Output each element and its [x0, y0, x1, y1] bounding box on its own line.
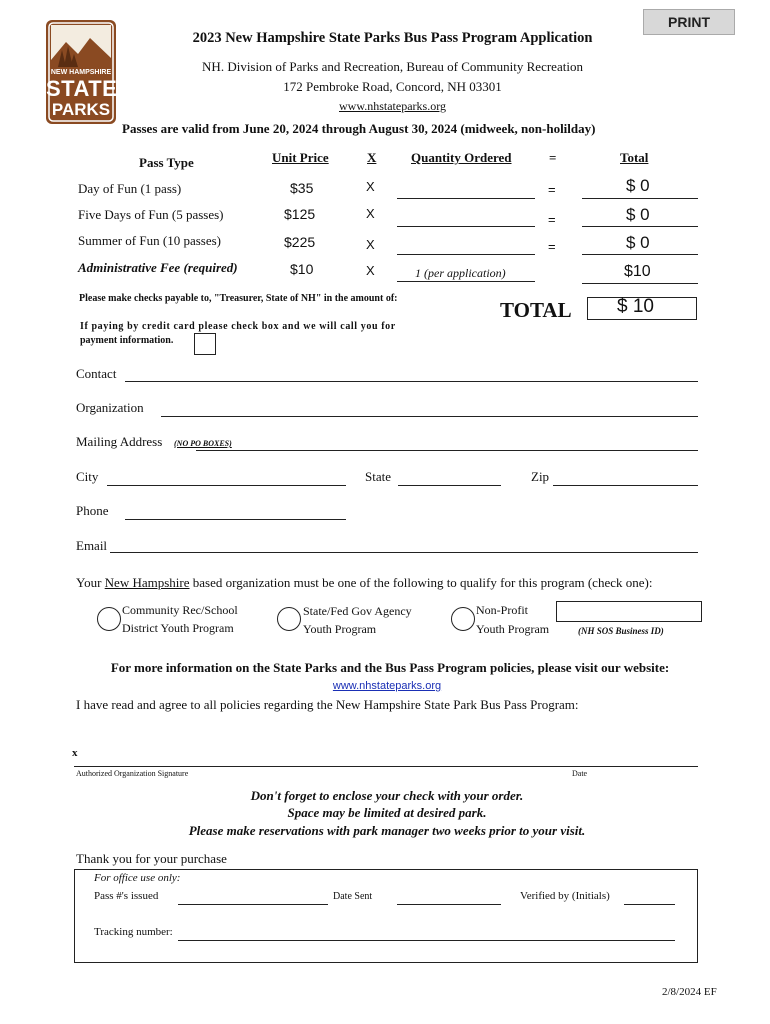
- form-title: 2023 New Hampshire State Parks Bus Pass Program Application: [192, 30, 593, 46]
- no-po-boxes-note: (NO PO BOXES): [174, 439, 232, 448]
- row-4-type: Administrative Fee (required): [78, 260, 238, 275]
- credit-card-checkbox[interactable]: [194, 333, 216, 355]
- mailing-address-label: Mailing Address: [76, 434, 163, 449]
- option-gov-agency-radio[interactable]: [277, 607, 301, 631]
- footer-date: 2/8/2024 EF: [662, 986, 717, 998]
- division-name: NH. Division of Parks and Recreation, Bureau of Community Recreation: [202, 59, 583, 74]
- row-1-equals: =: [548, 182, 556, 197]
- row-4-x: X: [366, 263, 375, 278]
- col-header-x: X: [367, 150, 377, 165]
- row-1-quantity-input[interactable]: [397, 198, 535, 199]
- tracking-number-label: Tracking number:: [94, 926, 173, 938]
- zip-label: Zip: [531, 469, 550, 484]
- sos-business-id-input[interactable]: [556, 601, 702, 622]
- logo-line-3: PARKS: [51, 100, 111, 119]
- date-sent-input[interactable]: [397, 904, 501, 905]
- row-4-total-line: [582, 283, 698, 284]
- row-2-price: $125: [284, 206, 316, 222]
- credit-card-note-2: payment information.: [80, 335, 174, 346]
- logo-line-1: NEW HAMPSHIRE: [50, 69, 112, 76]
- reminder-line-3: Please make reservations with park manager two weeks prior to your visit.: [188, 823, 586, 838]
- organization-input[interactable]: [161, 416, 698, 417]
- row-3-price: $225: [284, 234, 316, 250]
- zip-input[interactable]: [553, 485, 698, 486]
- credit-card-note-1: If paying by credit card please check box and we will call you for: [80, 321, 396, 332]
- contact-input[interactable]: [125, 381, 698, 382]
- row-3-total-line: [582, 254, 698, 255]
- col-header-unit-price: Unit Price: [272, 150, 329, 165]
- row-2-equals: =: [548, 212, 556, 227]
- date-label: Date: [572, 769, 588, 778]
- logo-line-2: STATE: [46, 76, 118, 101]
- row-3-equals: =: [548, 239, 556, 254]
- option-gov-agency-line-1: State/Fed Gov Agency: [303, 604, 412, 618]
- date-sent-label: Date Sent: [333, 891, 373, 902]
- option-community-rec-line-2: District Youth Program: [122, 621, 234, 635]
- row-4-quantity: 1 (per application): [415, 266, 506, 280]
- row-2-x: X: [366, 206, 375, 221]
- reminder-line-1: Don't forget to enclose your check with your order.: [250, 788, 524, 803]
- row-4-total: $10: [624, 263, 651, 280]
- mailing-address-input[interactable]: [196, 450, 698, 451]
- row-1-total: $ 0: [626, 176, 650, 195]
- total-label: TOTAL: [500, 298, 572, 322]
- option-non-profit-line-1: Non-Profit: [476, 603, 528, 617]
- tracking-number-input[interactable]: [178, 940, 675, 941]
- row-3-x: X: [366, 237, 375, 252]
- qualify-text: [76, 575, 756, 591]
- qualify-text-nh: New Hampshire: [104, 575, 190, 590]
- phone-input[interactable]: [125, 519, 346, 520]
- row-2-quantity-input[interactable]: [397, 226, 535, 227]
- more-info-text: For more information on the State Parks and the Bus Pass Program policies, please visit our website:: [110, 660, 670, 675]
- col-header-pass-type: Pass Type: [139, 155, 194, 170]
- row-2-total: $ 0: [626, 205, 650, 224]
- checks-payable-note: Please make checks payable to, "Treasurer, State of NH" in the amount of:: [79, 293, 398, 304]
- office-use-title: For office use only:: [94, 872, 181, 884]
- row-2-total-line: [582, 226, 698, 227]
- total-value: $ 10: [617, 296, 654, 317]
- row-3-quantity-input[interactable]: [397, 254, 535, 255]
- phone-label: Phone: [76, 503, 109, 518]
- row-1-price: $35: [290, 180, 314, 196]
- agree-text: I have read and agree to all policies regarding the New Hampshire State Park Bus Pass Program:: [76, 697, 579, 712]
- passes-issued-input[interactable]: [178, 904, 328, 905]
- state-input[interactable]: [398, 485, 501, 486]
- email-input[interactable]: [110, 552, 698, 553]
- passes-issued-label: Pass #'s issued: [94, 890, 159, 902]
- row-1-total-line: [582, 198, 698, 199]
- qualify-text-post: based organization must be one of the following to qualify for this program (check one):: [189, 575, 653, 590]
- option-community-rec-radio[interactable]: [97, 607, 121, 631]
- email-label: Email: [76, 538, 108, 553]
- sos-business-id-label: (NH SOS Business ID): [578, 626, 664, 636]
- row-2-type: Five Days of Fun (5 passes): [78, 207, 224, 222]
- option-community-rec-line-1: Community Rec/School: [122, 603, 238, 617]
- row-3-type: Summer of Fun (10 passes): [78, 233, 221, 248]
- reminder-line-2: Space may be limited at desired park.: [287, 805, 487, 820]
- col-header-quantity: Quantity Ordered: [411, 150, 512, 165]
- division-address: 172 Pembroke Road, Concord, NH 03301: [283, 79, 502, 94]
- header-website[interactable]: www.nhstateparks.org: [339, 99, 446, 113]
- organization-label: Organization: [76, 400, 144, 415]
- nh-state-parks-logo: [46, 20, 116, 124]
- row-1-x: X: [366, 179, 375, 194]
- info-website-link[interactable]: www.nhstateparks.org: [332, 680, 442, 692]
- city-input[interactable]: [107, 485, 346, 486]
- city-label: City: [76, 469, 99, 484]
- state-label: State: [365, 469, 391, 484]
- signature-input[interactable]: [74, 766, 698, 767]
- validity-note: Passes are valid from June 20, 2024 through August 30, 2024 (midweek, non-holilday): [122, 121, 596, 136]
- thank-you-text: Thank you for your purchase: [76, 851, 227, 866]
- col-header-total: Total: [620, 150, 649, 165]
- row-4-price: $10: [290, 261, 314, 277]
- row-3-total: $ 0: [626, 233, 650, 252]
- option-non-profit-line-2: Youth Program: [476, 622, 550, 636]
- col-header-equals: =: [549, 150, 557, 165]
- print-button[interactable]: PRINT: [643, 9, 735, 35]
- row-4-quantity-line: [397, 281, 535, 282]
- verified-by-label: Verified by (Initials): [520, 890, 610, 902]
- option-gov-agency-line-2: Youth Program: [303, 622, 377, 636]
- contact-label: Contact: [76, 366, 117, 381]
- signature-label: Authorized Organization Signature: [76, 769, 189, 778]
- signature-x: x: [72, 747, 78, 759]
- row-1-type: Day of Fun (1 pass): [78, 181, 182, 196]
- option-non-profit-radio[interactable]: [451, 607, 475, 631]
- qualify-text-pre: Your: [76, 575, 105, 590]
- verified-by-input[interactable]: [624, 904, 675, 905]
